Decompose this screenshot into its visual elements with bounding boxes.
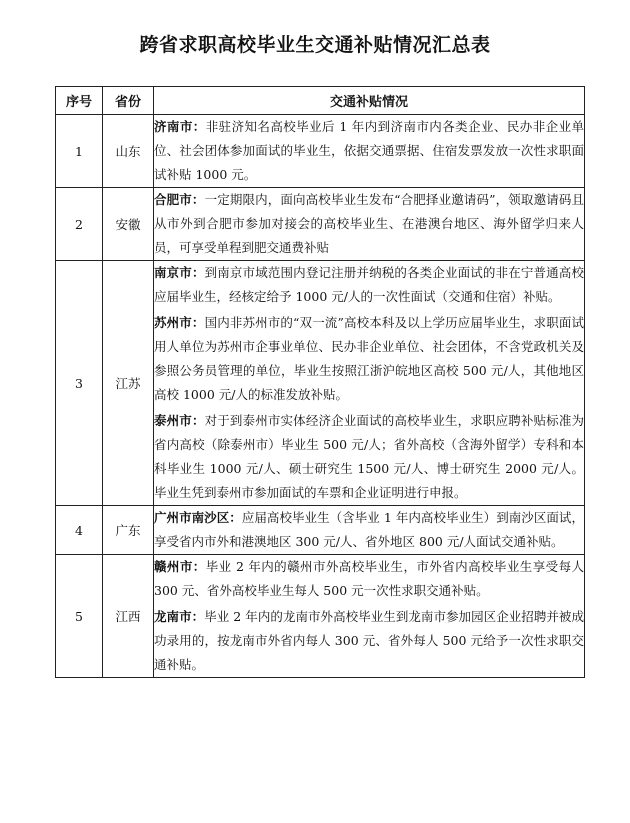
subsidy-entry — [154, 261, 584, 309]
subsidy-entry — [154, 311, 584, 407]
subsidy-text: 对于到泰州市实体经济企业面试的高校毕业生，求职应聘补贴标准为省内高校（除泰州市）毕业生 500 元/人；省外高校（含海外留学）专科和本科毕业生 1000 元/人、硕士研究生 1500 元/人、博士研究生 2000 元/人。毕业生凭到泰州市参加面试的车票和企业证明进行申报。 — [154, 413, 584, 500]
subsidy-text: 到南京市域范围内登记注册并纳税的各类企业面试的非在宁普通高校应届毕业生，经核定给予 1000 元/人的一次性面试（交通和住宿）补贴。 — [154, 265, 584, 304]
city-name: 济南市： — [154, 119, 206, 134]
subsidy-text: 国内非苏州市的“双一流”高校本科及以上学历应届毕业生，求职面试用人单位为苏州市企事业单位、民办非企业单位、社会团体，不含党政机关及参照公务员管理的单位，毕业生按照江浙沪皖地区高校 500 元/人，其他地区高校 1000 元/人的标准发放补贴。 — [154, 315, 584, 402]
subsidy-entry — [154, 115, 584, 187]
table-row — [56, 115, 585, 188]
row-subsidy-details — [154, 261, 585, 506]
row-province: 江苏 — [103, 261, 154, 506]
subsidy-entry — [154, 506, 584, 554]
subsidy-text: 一定期限内，面向高校毕业生发布“合肥择业邀请码”，领取邀请码且从市外到合肥市参加对接会的高校毕业生、在港澳台地区、海外留学归来人员，可享受单程到肥交通费补贴 — [154, 192, 584, 255]
subsidy-entry — [154, 555, 584, 603]
row-province: 江西 — [103, 555, 154, 678]
header-province: 省份 — [103, 87, 154, 115]
table-row — [56, 261, 585, 506]
header-index: 序号 — [56, 87, 103, 115]
row-province: 安徽 — [103, 188, 154, 261]
table-header-row — [56, 87, 585, 115]
header-subsidy: 交通补贴情况 — [154, 87, 585, 115]
subsidy-text: 应届高校毕业生（含毕业 1 年内高校毕业生）到南沙区面试，享受省内市外和港澳地区 300 元/人、省外地区 800 元/人面试交通补贴。 — [154, 510, 584, 549]
subsidy-text: 毕业 2 年内的赣州市外高校毕业生，市外省内高校毕业生享受每人 300 元、省外高校毕业生每人 500 元一次性求职交通补贴。 — [154, 559, 584, 598]
subsidy-text: 非驻济知名高校毕业后 1 年内到济南市内各类企业、民办非企业单位、社会团体参加面试的毕业生，依据交通票据、住宿发票发放一次性求职面试补贴 1000 元。 — [154, 119, 584, 182]
row-subsidy-details — [154, 115, 585, 188]
page-title: 跨省求职高校毕业生交通补贴情况汇总表 — [139, 34, 491, 56]
row-index: 3 — [56, 261, 103, 506]
row-subsidy-details — [154, 188, 585, 261]
table-row — [56, 188, 585, 261]
city-name: 泰州市： — [154, 413, 205, 428]
city-name: 赣州市： — [154, 559, 206, 574]
row-subsidy-details — [154, 555, 585, 678]
city-name: 广州市南沙区： — [154, 510, 242, 525]
city-name: 龙南市： — [154, 609, 205, 624]
subsidy-table — [55, 86, 585, 678]
city-name: 苏州市： — [154, 315, 205, 330]
subsidy-text: 毕业 2 年内的龙南市外高校毕业生到龙南市参加园区企业招聘并被成功录用的，按龙南市外省内每人 300 元、省外每人 500 元给予一次性求职交通补贴。 — [154, 609, 584, 672]
city-name: 合肥市： — [154, 192, 205, 207]
row-province: 广东 — [103, 506, 154, 555]
subsidy-entry — [154, 605, 584, 677]
row-province: 山东 — [103, 115, 154, 188]
row-index: 5 — [56, 555, 103, 678]
row-subsidy-details — [154, 506, 585, 555]
row-index: 2 — [56, 188, 103, 261]
table-row — [56, 506, 585, 555]
subsidy-entry — [154, 409, 584, 505]
city-name: 南京市： — [154, 265, 205, 280]
table-row — [56, 555, 585, 678]
row-index: 1 — [56, 115, 103, 188]
row-index: 4 — [56, 506, 103, 555]
subsidy-entry — [154, 188, 584, 260]
